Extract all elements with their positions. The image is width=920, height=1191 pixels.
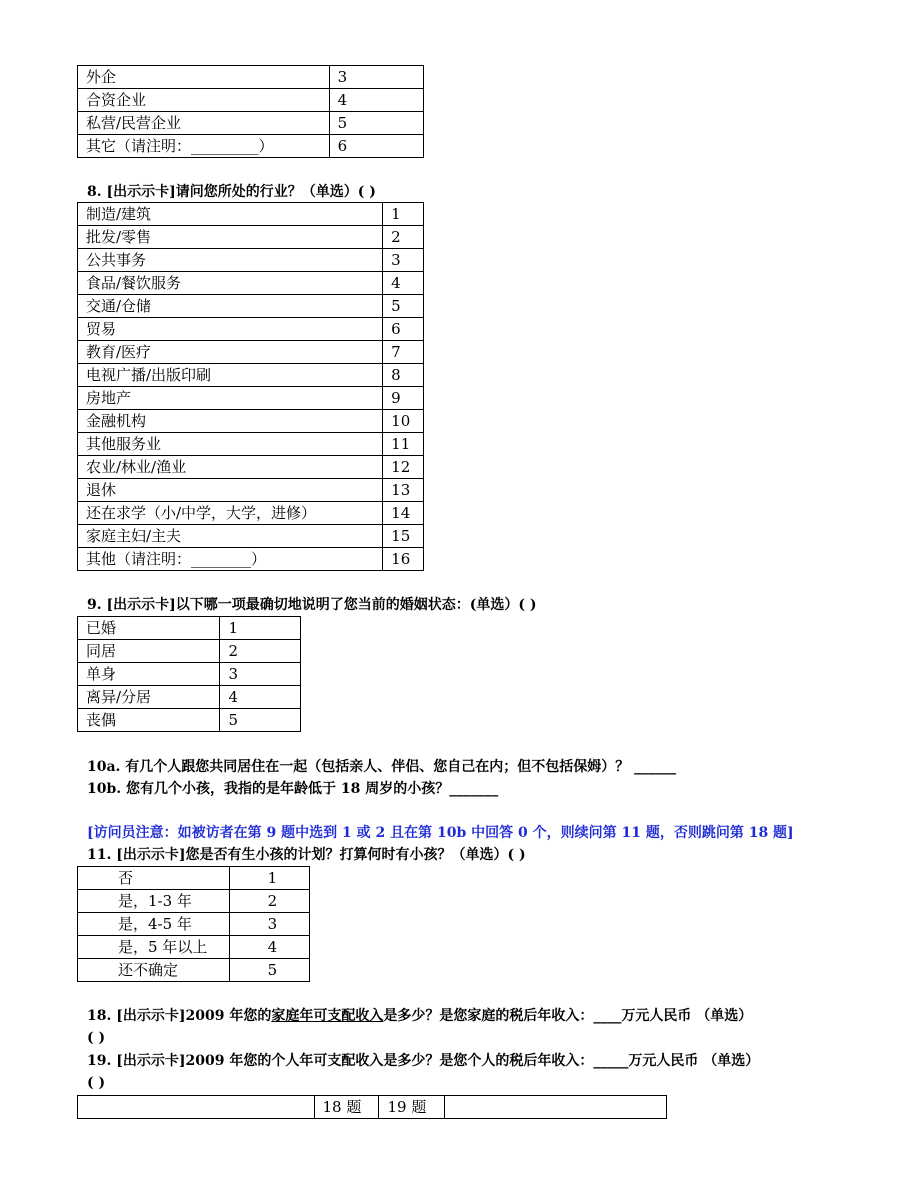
option-label: 批发/零售 xyxy=(78,226,383,249)
option-code: 8 xyxy=(383,364,424,387)
option-label: 否 xyxy=(78,867,230,890)
answer-table xyxy=(77,1095,667,1119)
option-code: 5 xyxy=(229,959,309,982)
table-row xyxy=(78,433,424,456)
q10b-text: 10b. 您有几个小孩，我指的是年龄低于 18 周岁的小孩？_______ xyxy=(87,781,499,797)
option-label: 电视广播/出版印刷 xyxy=(78,364,383,387)
option-label: 农业/林业/渔业 xyxy=(78,456,383,479)
option-code: 3 xyxy=(383,249,424,272)
q18-prefix: 18. [出示示卡]2009 年您的 xyxy=(87,1008,272,1024)
table-row xyxy=(78,867,310,890)
option-code: 7 xyxy=(383,341,424,364)
option-label: 是，5 年以上 xyxy=(78,936,230,959)
option-code: 4 xyxy=(220,686,301,709)
table-row xyxy=(78,66,424,89)
q11-title: 11. [出示示卡]您是否有生小孩的计划？打算何时有小孩？（单选）( ) xyxy=(87,847,526,863)
q18-text xyxy=(87,1006,752,1026)
table-row xyxy=(78,936,310,959)
q18-underlined: 家庭年可支配收入 xyxy=(271,1008,384,1024)
option-code: 5 xyxy=(220,709,301,732)
option-code: 2 xyxy=(229,890,309,913)
option-code: 14 xyxy=(383,502,424,525)
option-label: 房地产 xyxy=(78,387,383,410)
table-row xyxy=(78,479,424,502)
option-code: 2 xyxy=(220,640,301,663)
col-18-header: 18 题 xyxy=(314,1096,379,1119)
table-row xyxy=(78,1096,667,1119)
table-row xyxy=(78,548,424,571)
table-row xyxy=(78,456,424,479)
option-code: 1 xyxy=(383,203,424,226)
option-code: 3 xyxy=(220,663,301,686)
table-row xyxy=(78,913,310,936)
q19-text: 19. [出示示卡]2009 年您的个人年可支配收入是多少？是您个人的税后年收入：_____万元人民币 （单选） xyxy=(87,1053,760,1069)
option-label: 单身 xyxy=(78,663,220,686)
option-label: 离异/分居 xyxy=(78,686,220,709)
option-code: 5 xyxy=(383,295,424,318)
option-code: 6 xyxy=(383,318,424,341)
option-code: 15 xyxy=(383,525,424,548)
option-code: 4 xyxy=(329,89,423,112)
option-label: 私营/民营企业 xyxy=(78,112,330,135)
blank-cell xyxy=(78,1096,315,1119)
employer-table xyxy=(77,65,424,158)
option-code: 3 xyxy=(229,913,309,936)
q18-suffix: 是多少？是您家庭的税后年收入：____万元人民币 （单选） xyxy=(383,1008,753,1024)
option-label: 金融机构 xyxy=(78,410,383,433)
table-row xyxy=(78,890,310,913)
option-label: 还在求学（小/中学，大学，进修） xyxy=(78,502,383,525)
option-label: 是，4-5 年 xyxy=(78,913,230,936)
option-code: 11 xyxy=(383,433,424,456)
table-row xyxy=(78,249,424,272)
table-row xyxy=(78,295,424,318)
table-row xyxy=(78,135,424,158)
option-code: 1 xyxy=(229,867,309,890)
option-code: 16 xyxy=(383,548,424,571)
col-19-header: 19 题 xyxy=(379,1096,445,1119)
table-row xyxy=(78,364,424,387)
interviewer-note: [访问员注意：如被访者在第 9 题中选到 1 或 2 且在第 10b 中回答 0 个，则续问第 11 题，否则跳问第 18 题] xyxy=(87,825,794,841)
table-row xyxy=(78,410,424,433)
q11-table xyxy=(77,866,310,982)
option-code: 9 xyxy=(383,387,424,410)
table-row xyxy=(78,203,424,226)
option-label: 贸易 xyxy=(78,318,383,341)
table-row xyxy=(78,112,424,135)
option-code: 4 xyxy=(229,936,309,959)
table-row xyxy=(78,663,301,686)
q8-table xyxy=(77,202,424,571)
option-label: 其它（请注明：_________） xyxy=(78,135,330,158)
table-row xyxy=(78,318,424,341)
q9-title: 9. [出示示卡]以下哪一项最确切地说明了您当前的婚姻状态：(单选）( ) xyxy=(87,597,537,613)
table-row xyxy=(78,709,301,732)
option-label: 其他（请注明：________） xyxy=(78,548,383,571)
option-code: 6 xyxy=(329,135,423,158)
option-code: 12 xyxy=(383,456,424,479)
table-row xyxy=(78,341,424,364)
option-label: 还不确定 xyxy=(78,959,230,982)
option-code: 1 xyxy=(220,617,301,640)
option-code: 5 xyxy=(329,112,423,135)
q18-answer-blank: ( ) xyxy=(87,1030,106,1046)
option-label: 教育/医疗 xyxy=(78,341,383,364)
option-label: 外企 xyxy=(78,66,330,89)
option-code: 10 xyxy=(383,410,424,433)
option-label: 食品/餐饮服务 xyxy=(78,272,383,295)
table-row xyxy=(78,640,301,663)
option-label: 公共事务 xyxy=(78,249,383,272)
option-label: 其他服务业 xyxy=(78,433,383,456)
table-row xyxy=(78,89,424,112)
option-label: 制造/建筑 xyxy=(78,203,383,226)
table-row xyxy=(78,617,301,640)
q8-title: 8. [出示示卡]请问您所处的行业？（单选）( ) xyxy=(87,184,376,200)
option-label: 已婚 xyxy=(78,617,220,640)
option-code: 3 xyxy=(329,66,423,89)
table-row xyxy=(78,502,424,525)
table-row xyxy=(78,272,424,295)
table-row xyxy=(78,525,424,548)
option-label: 退休 xyxy=(78,479,383,502)
option-label: 同居 xyxy=(78,640,220,663)
table-row xyxy=(78,686,301,709)
table-row xyxy=(78,959,310,982)
option-label: 交通/仓储 xyxy=(78,295,383,318)
option-label: 合资企业 xyxy=(78,89,330,112)
q10a-text: 10a. 有几个人跟您共同居住在一起（包括亲人、伴侣、您自己在内；但不包括保姆）？ ______ xyxy=(87,759,677,775)
table-row xyxy=(78,226,424,249)
option-code: 4 xyxy=(383,272,424,295)
option-label: 丧偶 xyxy=(78,709,220,732)
q19-answer-blank: ( ) xyxy=(87,1075,106,1091)
option-code: 13 xyxy=(383,479,424,502)
q9-table xyxy=(77,616,301,732)
blank-cell xyxy=(445,1096,667,1119)
option-code: 2 xyxy=(383,226,424,249)
table-row xyxy=(78,387,424,410)
option-label: 是，1-3 年 xyxy=(78,890,230,913)
option-label: 家庭主妇/主夫 xyxy=(78,525,383,548)
